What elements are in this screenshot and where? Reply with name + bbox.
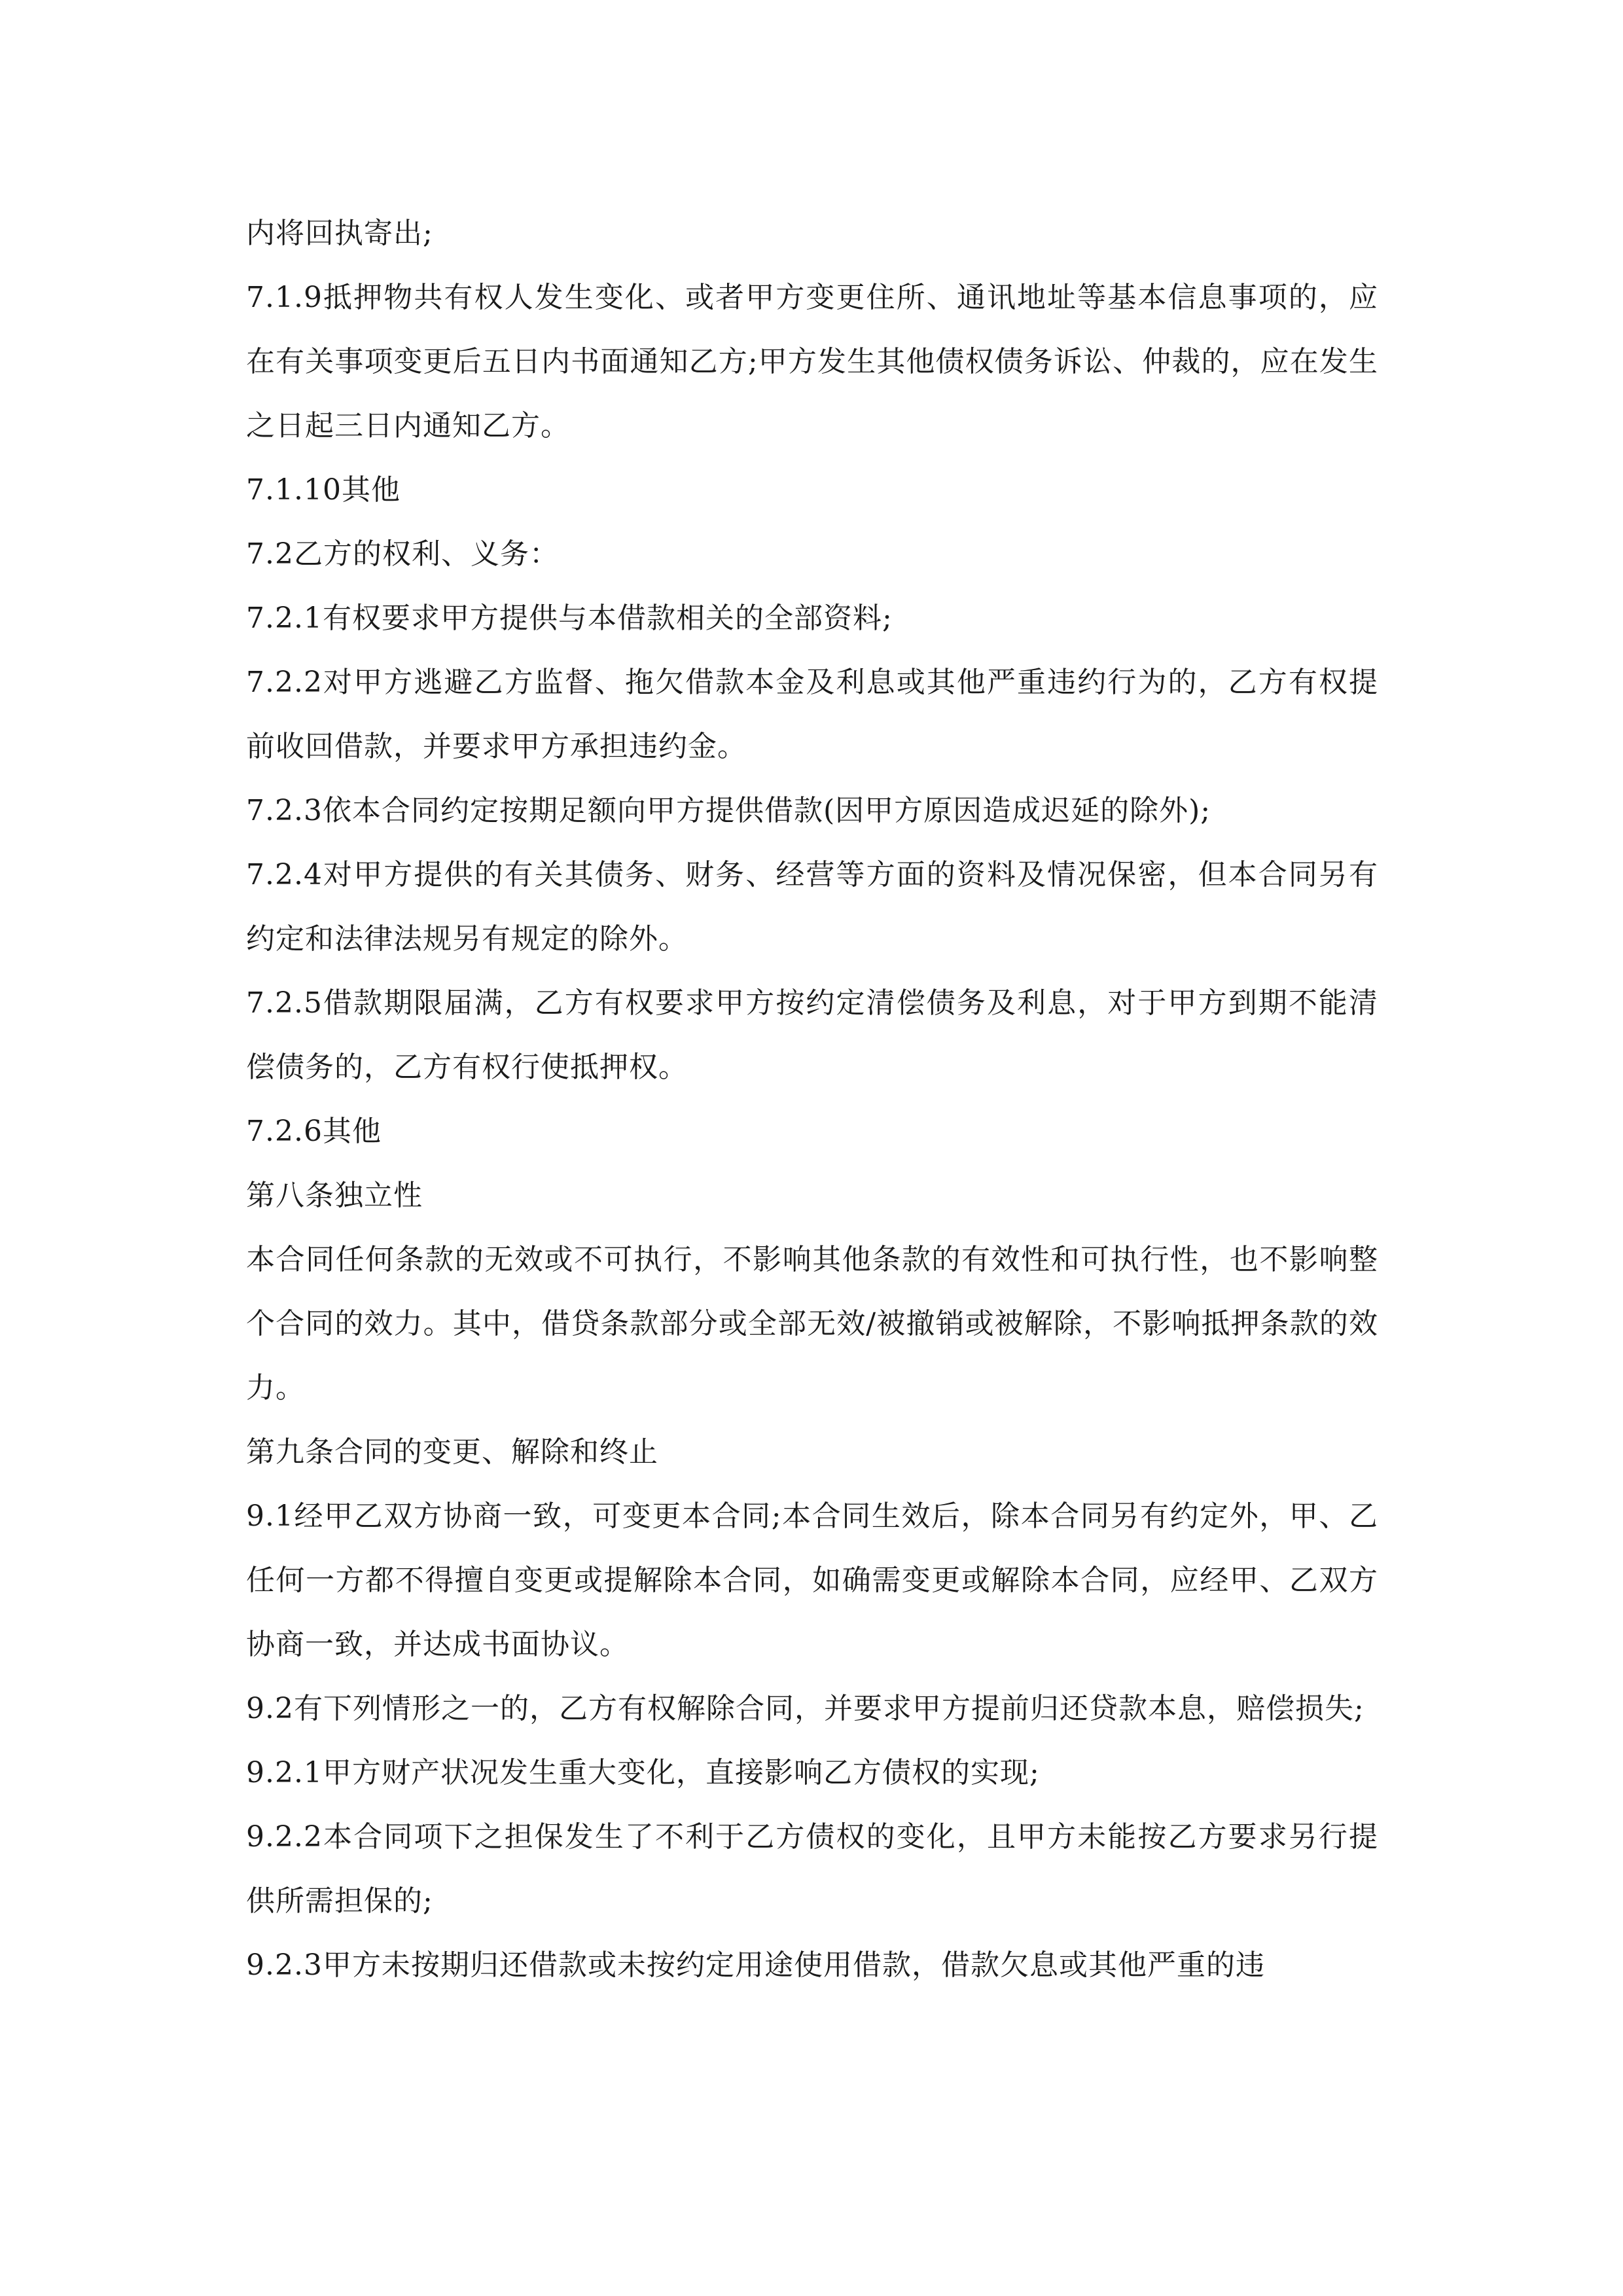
paragraph: 本合同任何条款的无效或不可执行，不影响其他条款的有效性和可执行性，也不影响整个合同的效力。其中，借贷条款部分或全部无效/被撤销或被解除，不影响抵押条款的效力。 xyxy=(246,1243,1378,1405)
paragraph: 内将回执寄出; xyxy=(246,217,433,250)
paragraph: 9.2.1甲方财产状况发生重大变化，直接影响乙方债权的实现; xyxy=(246,1756,1040,1789)
paragraph: 9.2有下列情形之一的，乙方有权解除合同，并要求甲方提前归还贷款本息，赔偿损失; xyxy=(246,1692,1364,1725)
paragraph: 7.2.6其他 xyxy=(246,1115,382,1148)
section-heading: 第九条合同的变更、解除和终止 xyxy=(246,1435,658,1469)
document-body xyxy=(246,202,1378,1998)
paragraph: 7.2.4对甲方提供的有关其债务、财务、经营等方面的资料及情况保密，但本合同另有约定和法律法规另有规定的除外。 xyxy=(246,858,1378,956)
paragraph: 7.1.10其他 xyxy=(246,473,401,507)
paragraph: 7.2.5借款期限届满，乙方有权要求甲方按约定清偿债务及利息，对于甲方到期不能清偿债务的，乙方有权行使抵押权。 xyxy=(246,986,1378,1084)
paragraph: 9.2.2本合同项下之担保发生了不利于乙方债权的变化，且甲方未能按乙方要求另行提供所需担保的; xyxy=(246,1820,1378,1918)
paragraph: 7.2.2对甲方逃避乙方监督、拖欠借款本金及利息或其他严重违约行为的，乙方有权提前收回借款，并要求甲方承担违约金。 xyxy=(246,666,1378,763)
paragraph: 7.1.9抵押物共有权人发生变化、或者甲方变更住所、通讯地址等基本信息事项的，应在有关事项变更后五日内书面通知乙方;甲方发生其他债权债务诉讼、仲裁的，应在发生之日起三日内通知乙方。 xyxy=(246,281,1378,442)
paragraph: 9.2.3甲方未按期归还借款或未按约定用途使用借款，借款欠息或其他严重的违 xyxy=(246,1948,1265,1982)
section-heading: 第八条独立性 xyxy=(246,1179,423,1212)
paragraph: 7.2.1有权要求甲方提供与本借款相关的全部资料; xyxy=(246,601,893,635)
paragraph: 7.2.3依本合同约定按期足额向甲方提供借款(因甲方原因造成迟延的除外); xyxy=(246,794,1211,827)
paragraph: 7.2乙方的权利、义务： xyxy=(246,537,559,571)
paragraph: 9.1经甲乙双方协商一致，可变更本合同;本合同生效后，除本合同另有约定外，甲、乙任何一方都不得擅自变更或提解除本合同，如确需变更或解除本合同，应经甲、乙双方协商一致，并达成书面协议。 xyxy=(246,1499,1378,1661)
